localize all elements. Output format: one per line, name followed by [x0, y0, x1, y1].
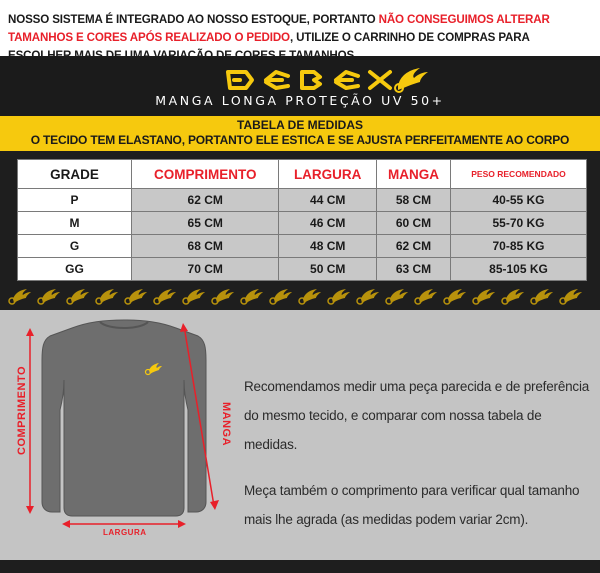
notice-text-end: , UTILIZE O CARRINHO DE COMPRAS PARA — [289, 31, 530, 44]
table-header-row — [18, 160, 587, 189]
weight-cell: 85-105 KG — [451, 258, 587, 281]
table-row — [18, 235, 587, 258]
header-length: COMPRIMENTO — [132, 160, 279, 189]
header-grade: GRADE — [18, 160, 132, 189]
header-weight: PESO RECOMENDADO — [451, 160, 587, 189]
length-cell: 65 CM — [132, 212, 279, 235]
width-cell: 44 CM — [279, 189, 377, 212]
advice-paragraph-1: Recomendamos medir uma peça parecida e de preferência do mesmo tecido, e comparar com nossa tabela de medidas. — [244, 379, 590, 452]
length-cell: 62 CM — [132, 189, 279, 212]
store-notice — [0, 0, 600, 56]
fabric-note: O TECIDO TEM ELASTANO, PORTANTO ELE ESTICA E SE AJUSTA PERFEITAMENTE AO CORPO — [30, 133, 570, 147]
sleeve-cell: 62 CM — [376, 235, 450, 258]
wings-pattern — [0, 283, 600, 310]
product-subtitle: MANGA LONGA PROTEÇÃO UV 50+ — [155, 93, 445, 108]
header-width: LARGURA — [279, 160, 377, 189]
wing-icons — [9, 289, 582, 304]
size-cell: P — [18, 189, 132, 212]
size-table-area — [0, 151, 600, 283]
table-row — [18, 212, 587, 235]
weight-cell: 70-85 KG — [451, 235, 587, 258]
weight-cell: 40-55 KG — [451, 189, 587, 212]
weight-cell: 55-70 KG — [451, 212, 587, 235]
sleeve-cell: 60 CM — [376, 212, 450, 235]
measuring-advice — [244, 372, 594, 551]
width-label: LARGURA — [103, 528, 147, 537]
size-cell: G — [18, 235, 132, 258]
notice-text-start: NOSSO SISTEMA É INTEGRADO AO NOSSO ESTOQUE, PORTANTO — [8, 13, 379, 26]
measures-header — [0, 116, 600, 151]
shirt-icon — [42, 320, 206, 516]
width-arrow — [62, 520, 186, 528]
measures-title: TABELA DE MEDIDAS — [237, 118, 363, 132]
length-cell: 68 CM — [132, 235, 279, 258]
width-cell: 48 CM — [279, 235, 377, 258]
size-cell: GG — [18, 258, 132, 281]
table-row — [18, 258, 587, 281]
length-cell: 70 CM — [132, 258, 279, 281]
notice-warning-text: NÃO CONSEGUIMOS ALTERAR TAMANHOS E CORES APÓS REALIZADO O PEDIDO — [8, 13, 550, 44]
header-sleeve: MANGA — [376, 160, 450, 189]
sleeve-cell: 63 CM — [376, 258, 450, 281]
sleeve-cell: 58 CM — [376, 189, 450, 212]
advice-paragraph-2: Meça também o comprimento para verificar qual tamanho mais lhe agrada (as medidas podem variar 2cm). — [244, 483, 580, 527]
size-table — [17, 159, 587, 281]
width-cell: 50 CM — [279, 258, 377, 281]
sleeve-label: MANGA — [220, 402, 232, 447]
bottom-bar — [0, 560, 600, 573]
length-label: COMPRIMENTO — [16, 365, 28, 455]
size-cell: M — [18, 212, 132, 235]
width-cell: 46 CM — [279, 212, 377, 235]
table-row — [18, 189, 587, 212]
